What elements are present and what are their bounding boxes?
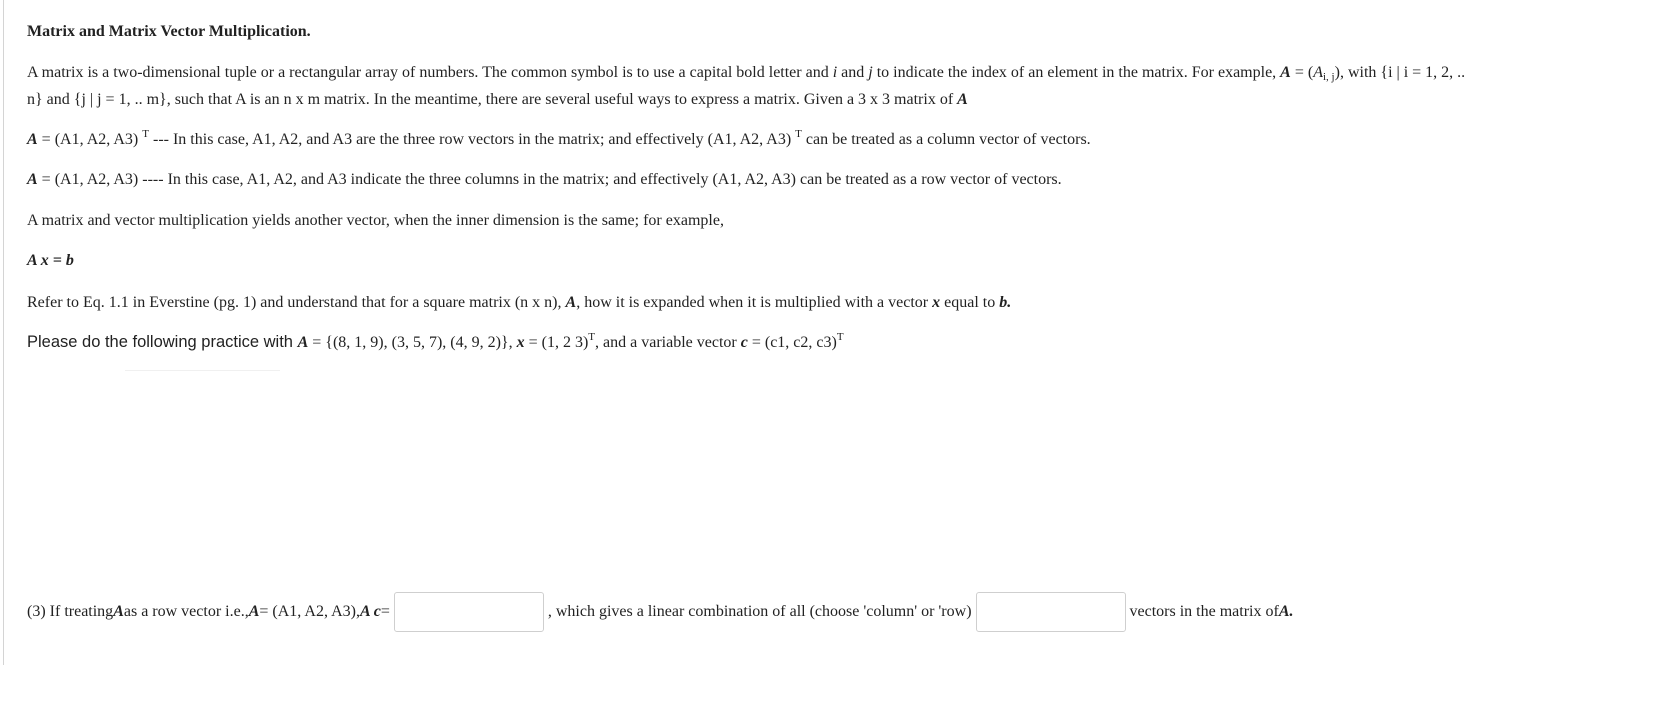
paragraph-matrix-definition: A matrix is a two-dimensional tuple or a rectangular array of numbers. The common symbol is to use a capital bold letter and i and j to indicate the index of an element in the matrix. For example, $A = (A_{i, j})$, with {i | i = 1, 2, .. (27, 64, 1466, 83)
page-title: Matrix and Matrix Vector Multiplication. (27, 23, 311, 40)
equation-ax-b: A x = b (27, 252, 74, 269)
question-3: (3) If treating A as a row vector i.e., A = (A1, A2, A3), A c = , which gives a linear combination of all (choose 'column' or 'row) vectors in the matrix of A. (27, 590, 1293, 634)
divider (125, 370, 280, 371)
paragraph-practice: Please do the following practice with A = {(8, 1, 9), (3, 5, 7), (4, 9, 2)}, x = (1, 2 3)$^T$, and a variable vector c = (c1, c2, c3)$^T$ (27, 331, 844, 351)
left-border (3, 0, 4, 665)
answer-input-column-or-row[interactable] (976, 592, 1126, 632)
paragraph-everstine-reference: Refer to Eq. 1.1 in Everstine (pg. 1) and understand that for a square matrix (n x n), A, how it is expanded when it is multiplied with a vector x equal to b. (27, 294, 1012, 311)
paragraph-column-vectors: A = (A1, A2, A3) ---- In this case, A1, A2, and A3 indicate the three columns in the matrix; and effectively (A1, A2, A3) can be treated as a row vector of vectors. (27, 171, 1062, 188)
paragraph-matrix-definition-cont: n} and {j | j = 1, .. m}, such that A is an n x m matrix. In the meantime, there are several useful ways to express a matrix. Given a 3 x 3 matrix of A (27, 91, 968, 108)
answer-input-linear-combination[interactable] (394, 592, 544, 632)
paragraph-row-vectors: A = (A1, A2, A3) $^T$ --- In this case, A1, A2, and A3 are the three row vectors in the matrix; and effectively (A1, A2, A3) $^T$ can be treated as a column vector of vectors. (27, 128, 1091, 148)
paragraph-multiplication: A matrix and vector multiplication yields another vector, when the inner dimension is the same; for example, (27, 212, 724, 229)
